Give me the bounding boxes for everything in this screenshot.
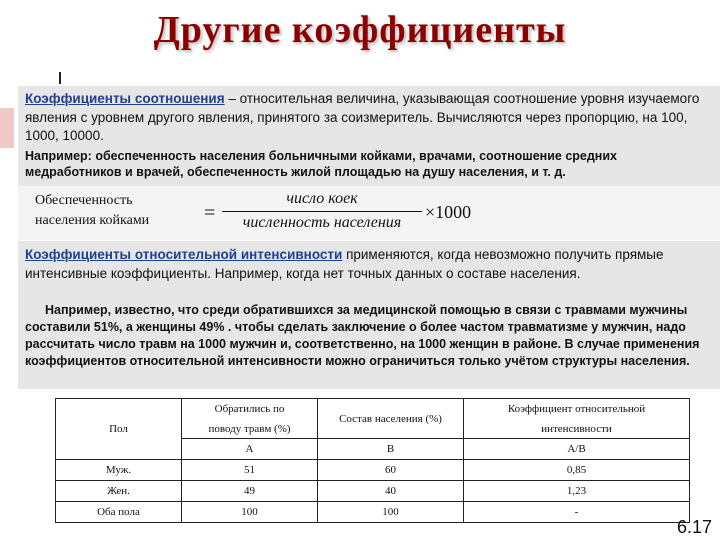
cell-ab: 0,85 [464, 460, 690, 481]
header-pol: Пол [56, 399, 182, 460]
trauma-table [55, 398, 690, 523]
cell-b: 100 [318, 502, 464, 523]
subheader-b: B [318, 439, 464, 460]
table-row [56, 481, 690, 502]
cell-b: 60 [318, 460, 464, 481]
formula-fraction-bar [222, 211, 422, 212]
cell-pol: Жен. [56, 481, 182, 502]
subheader-ab: A/B [464, 439, 690, 460]
intensity-example-text: Например, известно, что среди обратившихся за медицинской помощью в связи с травмами мужчины составили 51%, а женщины 49% . чтобы сделать заключение о более частом травматизме у мужчин, надо рассчитать число травм на 1000 мужчин и, соответственно, на 1000 женщин в районе. В случае применения коэффициентов относительной интенсивности можно ограничиться только учётом структуры населения. [25, 303, 700, 368]
header-obr-line2: поводу травм (%) [208, 422, 291, 435]
formula-label [35, 191, 149, 231]
page-number: 6.17 [676, 517, 712, 537]
formula-multiplier: ×1000 [425, 202, 472, 222]
header-koef-line1: Коэффициент относительной [507, 402, 646, 415]
header-koef [464, 399, 690, 439]
cell-pol: Муж. [56, 460, 182, 481]
header-obr-line1: Обратились по [214, 402, 285, 415]
header-obr [182, 399, 318, 439]
table-row [56, 460, 690, 481]
decorative-mark [0, 108, 14, 148]
cell-ab: - [464, 502, 690, 523]
formula-label-line1: Обеспеченность [35, 193, 133, 208]
cell-a: 49 [182, 481, 318, 502]
decorative-tick [59, 72, 61, 84]
intensity-coefficients-paragraph [25, 246, 710, 283]
formula-numerator: число коек [286, 190, 358, 207]
relation-example-text: Например: обеспеченность населения больничными койками, врачами, соотношение средних медработников и врачей, обеспеченность жилой площадью на душу населения, и т. д. [25, 149, 617, 179]
formula-denominator: численность населения [242, 214, 402, 231]
page-title: Другие коэффициенты [153, 9, 567, 51]
intensity-coefficients-term: Коэффициенты относительной интенсивности [25, 247, 343, 262]
cell-pol: Оба пола [56, 502, 182, 523]
cell-b: 40 [318, 481, 464, 502]
cell-ab: 1,23 [464, 481, 690, 502]
cell-a: 100 [182, 502, 318, 523]
intensity-coefficients-definition: применяются, когда невозможно получить прямые интенсивные коэффициенты. Например, когда нет точных данных о составе населения. [25, 247, 664, 281]
cell-a: 51 [182, 460, 318, 481]
table-row [56, 502, 690, 523]
header-sostav: Состав населения (%) [318, 399, 464, 439]
relation-coefficients-paragraph [25, 90, 710, 146]
relation-coefficients-term: Коэффициенты соотношения [25, 91, 225, 106]
formula-label-line2: населения койками [35, 213, 150, 228]
formula-equals: = [204, 202, 216, 224]
relation-coefficients-definition: – относительная величина, указывающая соотношение уровня изучаемого явления с уровнем другого явления, принятого за соизмеритель. Вычисляются через пропорцию, на 100, 1000, 10000. [25, 91, 700, 143]
subheader-a: A [182, 439, 318, 460]
header-koef-line2: интенсивности [541, 422, 612, 435]
